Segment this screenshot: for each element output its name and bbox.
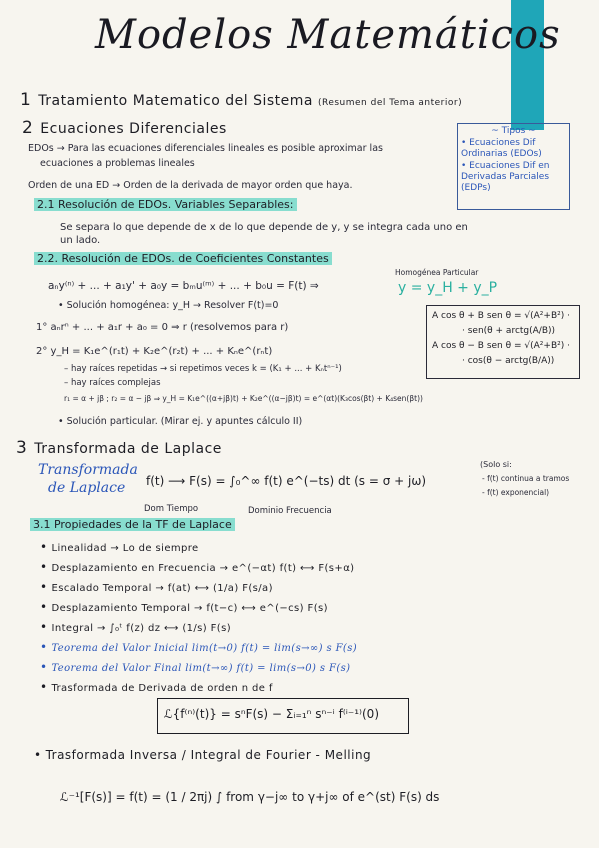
section-1-number: 1	[20, 90, 32, 110]
trig-identity-1b: · sen(θ + arctg(A/B))	[462, 326, 556, 336]
property-item: • Integral → ∫₀ᵗ f(z) dz ⟷ (1/s) F(s)	[40, 620, 232, 634]
separables-text-cont: un lado.	[60, 235, 101, 246]
homog-particular-labels: Homogénea Particular	[395, 268, 479, 277]
property-item: • Desplazamiento en Frecuencia → e^(−αt) f(t) ⟷ F(s+α)	[40, 560, 355, 574]
trig-identity-2b: · cos(θ − arctg(B/A))	[462, 356, 555, 366]
section-2-number: 2	[22, 118, 34, 138]
separables-text: Se separa lo que depende de x de lo que depende de y, y se integra cada uno en	[60, 222, 468, 233]
section-1-note: (Resumen del Tema anterior)	[317, 98, 463, 108]
inverse-transform-title: Trasformada Inversa / Integral de Fourier - Melling	[45, 748, 372, 762]
solucion-homogenea: • Solución homogénea: y_H → Resolver F(t)=0	[58, 300, 279, 311]
section-2-heading	[22, 118, 227, 138]
repeated-roots-note: – hay raíces repetidas → si repetimos veces k = (K₁ + ... + Kₙtⁿ⁻¹)	[64, 364, 342, 374]
derivative-transform-box	[157, 698, 409, 734]
section-1-title: Tratamiento Matematico del Sistema	[38, 93, 313, 109]
property-text: Linealidad → Lo de siempre	[51, 543, 199, 554]
section-1-heading	[20, 90, 462, 110]
section-2-1-title: 2.1 Resolución de EDOs. Variables Separables:	[34, 198, 297, 211]
property-item: • Desplazamiento Temporal → f(t−c) ⟷ e^(−cs) F(s)	[40, 600, 328, 614]
section-2-2-title: 2.2. Resolución de EDOs. de Coeficientes Constantes	[34, 252, 332, 265]
section-3-title: Transformada de Laplace	[34, 441, 222, 457]
property-item: • Linealidad → Lo de siempre	[40, 540, 199, 554]
property-text: Trasformada de Derivada de orden n de f	[51, 683, 273, 694]
domain-time-label: Dom Tiempo	[144, 504, 199, 514]
section-2-title: Ecuaciones Diferenciales	[40, 121, 227, 137]
laplace-mapping: f(t) ⟶ F(s) = ∫₀^∞ f(t) e^(−ts) dt (s = σ + jω)	[146, 474, 427, 488]
complex-roots-note: – hay raíces complejas	[64, 378, 161, 388]
tipos-box	[457, 123, 570, 210]
property-item: • Trasformada de Derivada de orden n de f	[40, 680, 273, 694]
condition-title: (Solo si:	[480, 460, 512, 469]
edo-solution-sum: y = y_H + y_P	[398, 280, 498, 296]
section-3-1-title: 3.1 Propiedades de la TF de Laplace	[30, 518, 235, 531]
section-3-number: 3	[16, 438, 28, 458]
derivative-transform-formula: ℒ{f⁽ⁿ⁾(t)} = sⁿF(s) − Σᵢ₌₁ⁿ sⁿ⁻ⁱ f⁽ⁱ⁻¹⁾(0)	[164, 707, 379, 721]
orden-definition: Orden de una ED → Orden de la derivada de mayor orden que haya.	[28, 180, 353, 191]
property-text: Desplazamiento en Frecuencia → e^(−αt) f(t) ⟷ F(s+α)	[51, 563, 355, 574]
condition-1: - f(t) continua a tramos	[482, 474, 570, 483]
trig-identity-1: A cos θ + B sen θ = √(A²+B²) ·	[432, 311, 570, 321]
section-2-1-heading	[34, 198, 297, 211]
property-text: Desplazamiento Temporal → f(t−c) ⟷ e^(−cs) F(s)	[51, 603, 328, 614]
property-item: • Teorema del Valor Inicial lim(t→0) f(t) = lim(s→∞) s F(s)	[40, 640, 358, 654]
property-item: • Teorema del Valor Final lim(t→∞) f(t) = lim(s→0) s F(s)	[40, 660, 351, 674]
step-1-characteristic: 1° aₙrⁿ + ... + a₁r + a₀ = 0 ⇒ r (resolvemos para r)	[36, 322, 289, 333]
property-text: Escalado Temporal → f(at) ⟷ (1/a) F(s/a)	[51, 583, 273, 594]
edo-general-equation: aₙy⁽ⁿ⁾ + ... + a₁y' + a₀y = bₘu⁽ᵐ⁾ + ... + b₀u = F(t) ⇒	[48, 280, 319, 292]
trig-identities-box	[426, 305, 580, 379]
section-3-heading	[16, 438, 222, 458]
property-text: Integral → ∫₀ᵗ f(z) dz ⟷ (1/s) F(s)	[51, 623, 232, 634]
tipos-title: ~ Tipos ~	[491, 126, 536, 136]
laplace-cursive-line1: Transformada	[38, 462, 138, 478]
domain-frequency-label: Dominio Frecuencia	[248, 506, 332, 516]
condition-2: - f(t) exponencial)	[482, 488, 550, 497]
tipos-item-edos: • Ecuaciones Dif Ordinarias (EDOs)	[461, 138, 542, 159]
edos-definition-cont: ecuaciones a problemas lineales	[40, 158, 195, 169]
edos-definition: EDOs → Para las ecuaciones diferenciales lineales es posible aproximar las	[28, 143, 383, 154]
property-text: Teorema del Valor Final lim(t→∞) f(t) = lim(s→0) s F(s)	[51, 663, 351, 674]
trig-identity-2: A cos θ − B sen θ = √(A²+B²) ·	[432, 341, 570, 351]
laplace-cursive-line2: de Laplace	[48, 480, 126, 496]
property-item: • Escalado Temporal → f(at) ⟷ (1/a) F(s/a)	[40, 580, 273, 594]
inverse-transform-heading: • Trasformada Inversa / Integral de Fourier - Melling	[34, 748, 372, 762]
page-title: Modelos Matemáticos	[95, 12, 561, 58]
tipos-item-edps: • Ecuaciones Dif en Derivadas Parciales (EDPs)	[461, 161, 550, 193]
property-text: Teorema del Valor Inicial lim(t→0) f(t) = lim(s→∞) s F(s)	[51, 643, 358, 654]
solucion-particular: • Solución particular. (Mirar ej. y apuntes cálculo II)	[58, 416, 303, 427]
step-2-homogeneous: 2° y_H = K₁e^(r₁t) + K₂e^(r₂t) + ... + Kₙe^(rₙt)	[36, 346, 273, 357]
inverse-transform-formula: ℒ⁻¹[F(s)] = f(t) = (1 / 2πj) ∫ from γ−j∞ to γ+j∞ of e^(st) F(s) ds	[60, 790, 440, 804]
section-2-2-heading	[34, 252, 332, 265]
complex-roots-equation: r₁ = α + jβ ; r₂ = α − jβ ⇒ y_H = K₁e^((α+jβ)t) + K₂e^((α−jβ)t) = e^(αt)(K₃cos(βt) + K₄sen(βt))	[64, 394, 423, 403]
section-3-1-heading	[30, 518, 235, 531]
